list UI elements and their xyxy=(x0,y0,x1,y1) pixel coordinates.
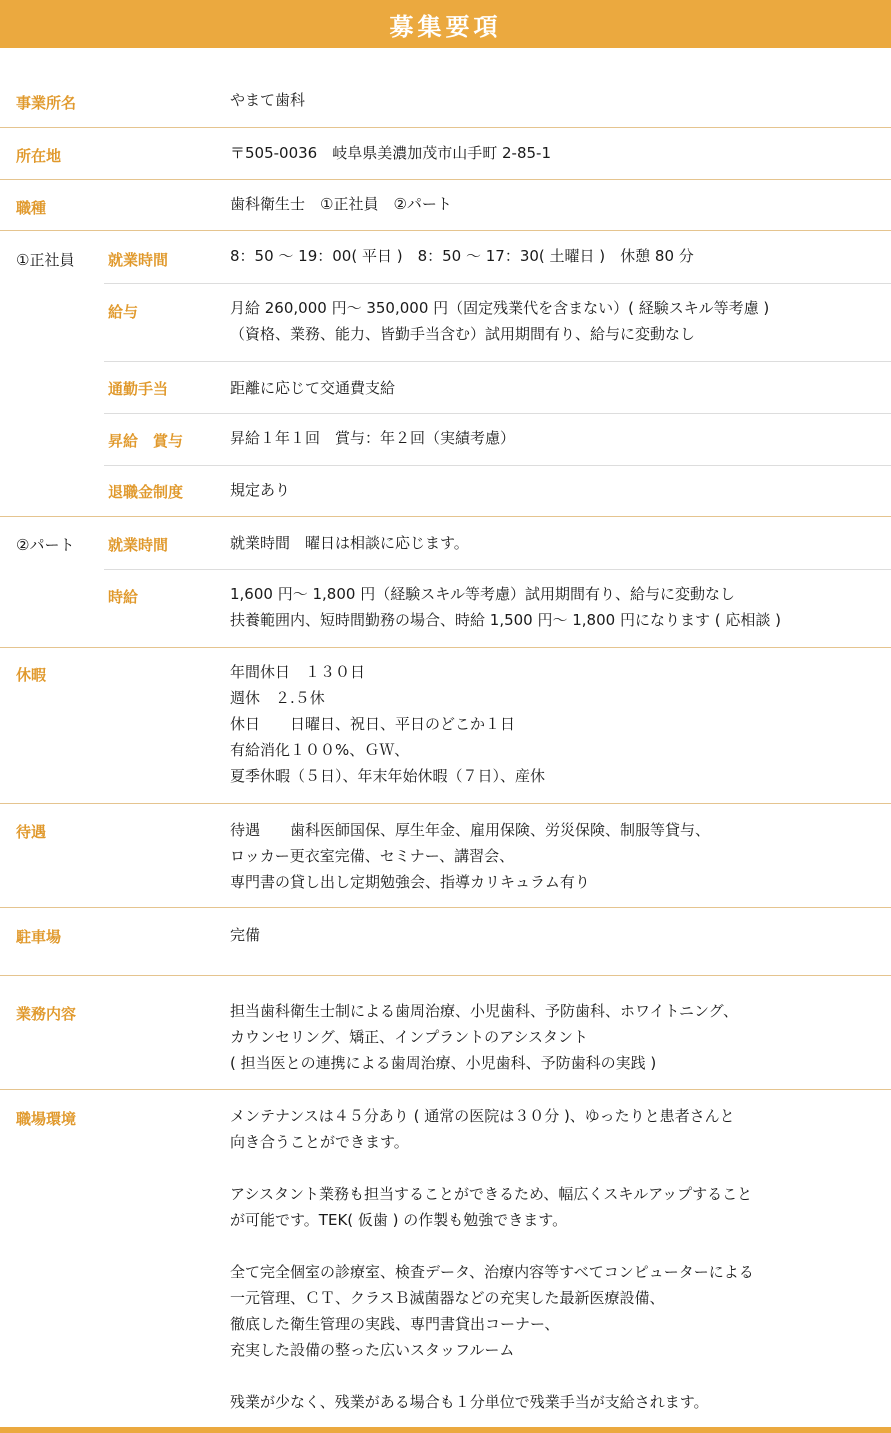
divider xyxy=(104,465,891,466)
label-parking: 駐車場 xyxy=(16,928,62,946)
value-hourly-wage: 1,600 円～ 1,800 円（経験スキル等考慮）試用期間有り、給与に変動なし 扶養範囲内、短時間勤務の場合、時給 1,500 円～ 1,800 円になります ( 応相談 ) xyxy=(230,585,781,629)
value-job: 歯科衛生士 ①正社員 ②パート xyxy=(230,195,452,213)
divider xyxy=(104,283,891,284)
divider xyxy=(0,975,891,976)
label-parttime-hours: 就業時間 xyxy=(108,536,169,554)
label-environment: 職場環境 xyxy=(16,1110,77,1128)
page-title: 募集要項 xyxy=(0,0,891,48)
divider xyxy=(0,907,891,908)
value-parking: 完備 xyxy=(230,926,261,944)
value-salary: 月給 260,000 円～ 350,000 円（固定残業代を含まない）( 経験スキル等考慮 ) （資格、業務、能力、皆勤手当含む）試用期間有り、給与に変動なし xyxy=(230,299,770,343)
divider xyxy=(0,803,891,804)
value-address: 〒505-0036 岐阜県美濃加茂市山手町 2-85-1 xyxy=(230,144,551,162)
divider xyxy=(104,569,891,570)
label-raise-bonus: 昇給 賞与 xyxy=(108,432,184,450)
divider xyxy=(0,647,891,648)
label-address: 所在地 xyxy=(16,147,62,165)
label-job: 職種 xyxy=(16,199,47,217)
label-hourly-wage: 時給 xyxy=(108,588,139,606)
value-parttime-hours: 就業時間 曜日は相談に応じます。 xyxy=(230,534,469,552)
label-retirement: 退職金制度 xyxy=(108,483,184,501)
divider xyxy=(0,230,891,231)
divider xyxy=(0,1089,891,1090)
divider xyxy=(0,127,891,128)
value-retirement: 規定あり xyxy=(230,481,291,499)
divider xyxy=(0,179,891,180)
label-commute: 通勤手当 xyxy=(108,380,169,398)
value-environment: メンテナンスは４５分あり ( 通常の医院は３０分 )、ゆったりと患者さんと 向き合うことができます。 アシスタント業務も担当することができるため、幅広くスキルアップすること が可能です。TEK( 仮歯 ) の作製も勉強できます。 全て完全個室の診療室、検査データ、治療内容等すべてコンピューターによる 一元管理、ＣＴ、クラスＢ滅菌器などの充実した最新医療設備、 徹底した衛生管理の実践、専門書貸出コーナー、 充実した設備の整った広いスタッフルーム 残業が少なく、残業がある場合も１分単位で残業手当が支給されます。 xyxy=(230,1107,754,1411)
value-fulltime-hours: 8：50 ～ 19：00( 平日 ) 8：50 ～ 17：30( 土曜日 ) 休憩 80 分 xyxy=(230,247,694,265)
group-fulltime: ①正社員 xyxy=(16,251,75,269)
divider xyxy=(104,413,891,414)
value-duties: 担当歯科衛生士制による歯周治療、小児歯科、予防歯科、ホワイトニング、 カウンセリング、矯正、インプラントのアシスタント ( 担当医との連携による歯周治療、小児歯科、予防歯科の実践 ) xyxy=(230,1002,739,1072)
label-salary: 給与 xyxy=(108,303,139,321)
value-commute: 距離に応じて交通費支給 xyxy=(230,379,396,397)
value-holidays: 年間休日 １３０日 週休 ２.５休 休日 日曜日、祝日、平日のどこか１日 有給消化１００%、ＧＷ、 夏季休暇（５日）、年末年始休暇（７日）、産休 xyxy=(230,663,546,785)
label-duties: 業務内容 xyxy=(16,1005,77,1023)
group-parttime: ②パート xyxy=(16,536,75,554)
value-office: やまて歯科 xyxy=(230,91,306,109)
label-office: 事業所名 xyxy=(16,94,77,112)
label-holidays: 休暇 xyxy=(16,666,47,684)
label-fulltime-hours: 就業時間 xyxy=(108,251,169,269)
divider xyxy=(104,361,891,362)
value-raise-bonus: 昇給１年１回 賞与：年２回（実績考慮） xyxy=(230,429,516,447)
footer-bar xyxy=(0,1427,891,1433)
value-benefits: 待遇 歯科医師国保、厚生年金、雇用保険、労災保険、制服等貸与、 ロッカー更衣室完備、セミナー、講習会、 専門書の貸し出し定期勉強会、指導カリキュラム有り xyxy=(230,821,711,891)
divider xyxy=(0,516,891,517)
label-benefits: 待遇 xyxy=(16,823,47,841)
